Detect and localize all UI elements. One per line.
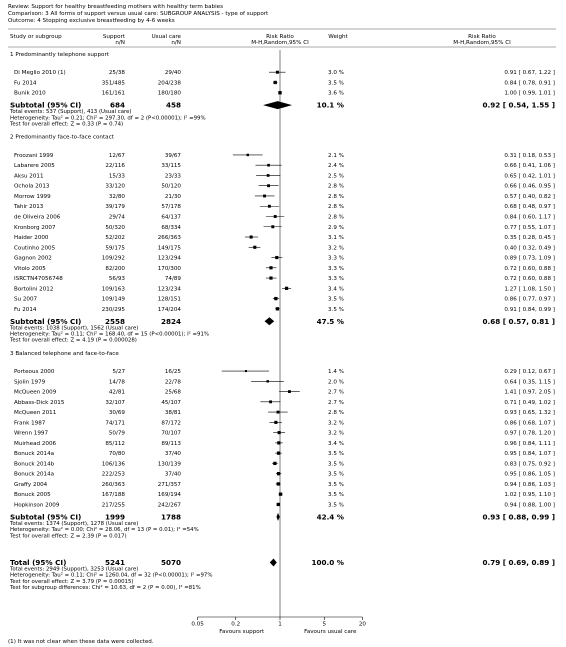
total-usual: 5070	[160, 557, 181, 567]
study-ci-text: 0.89 [ 0.73, 1.09 ]	[504, 255, 555, 262]
subgroup-title: 1 Predominantly telephone support	[10, 52, 109, 58]
subtotal-diamond	[276, 513, 279, 521]
study-support: 109/149	[101, 296, 125, 303]
x-axis-tick-label: 20	[358, 621, 366, 628]
study-point	[274, 215, 277, 218]
study-usual: 123/294	[157, 255, 181, 262]
col-header-rr-plot: Risk Ratio	[266, 34, 294, 40]
study-point	[277, 411, 280, 414]
study-ci-text: 1.02 [ 0.95, 1.10 ]	[504, 492, 555, 499]
study-usual: 204/238	[157, 80, 181, 87]
study-name: Sjolin 1979	[14, 379, 46, 386]
study-ci-text: 0.40 [ 0.32, 0.49 ]	[504, 245, 555, 252]
study-usual: 16/25	[164, 369, 181, 376]
total-weight: 100.0 %	[311, 557, 344, 567]
study-support: 109/163	[101, 286, 125, 293]
col-header-study: Study or subgroup	[10, 34, 62, 40]
x-axis-tick-label: 0.2	[231, 621, 241, 628]
subtotal-diamond	[265, 317, 275, 325]
study-ci-text: 0.91 [ 0.84, 0.99 ]	[504, 306, 555, 313]
subtotal-weight: 47.5 %	[316, 316, 344, 326]
subtotal-usual: 458	[165, 100, 181, 110]
study-support: 217/255	[101, 502, 125, 509]
study-usual: 64/137	[161, 214, 181, 221]
study-point	[269, 266, 272, 269]
study-name: Bunik 2010	[14, 90, 46, 97]
subtotal-weight: 10.1 %	[316, 100, 344, 110]
study-usual: 25/68	[164, 389, 181, 396]
study-support: 56/93	[108, 276, 125, 283]
study-name: McQueen 2011	[14, 410, 57, 417]
subtotal-ci-text: 0.68 [ 0.57, 0.81 ]	[482, 316, 555, 326]
study-point	[273, 462, 276, 465]
study-support: 52/202	[105, 235, 125, 242]
study-usual: 266/363	[157, 235, 181, 242]
study-name: Hopkinson 2009	[14, 502, 60, 509]
study-usual: 37/40	[164, 451, 181, 458]
study-usual: 22/78	[164, 379, 181, 386]
study-usual: 70/107	[161, 430, 181, 437]
study-name: Fu 2014	[14, 80, 37, 87]
favours-usual-label: Favours usual care	[304, 629, 357, 635]
study-support: 230/295	[101, 306, 125, 313]
study-usual: 39/67	[164, 152, 181, 159]
study-ci-text: 1.27 [ 1.08, 1.50 ]	[504, 286, 555, 293]
study-weight: 3.2 %	[328, 420, 344, 427]
study-ci-text: 0.96 [ 0.84, 1.11 ]	[504, 440, 555, 447]
study-support: 260/363	[101, 481, 125, 488]
study-point	[274, 81, 277, 84]
study-support: 32/107	[105, 399, 125, 406]
study-name: Aksu 2011	[14, 173, 44, 180]
study-weight: 3.4 %	[328, 286, 344, 293]
study-name: Ochola 2013	[14, 183, 50, 190]
study-weight: 2.1 %	[328, 152, 344, 159]
study-ci-text: 0.35 [ 0.28, 0.45 ]	[504, 235, 555, 242]
study-name: Porteous 2000	[14, 369, 55, 376]
x-axis-tick-label: 0.05	[191, 621, 204, 628]
subgroup-stat: Total events: 537 (Support), 413 (Usual care)	[10, 109, 132, 116]
study-support: 50/79	[108, 430, 125, 437]
subtotal-usual: 1788	[160, 512, 181, 522]
study-support: 14/78	[108, 379, 125, 386]
study-support: 74/171	[105, 420, 125, 427]
total-ci-text: 0.79 [ 0.69, 0.89 ]	[482, 557, 555, 567]
study-usual: 130/139	[157, 461, 181, 468]
subtotal-ci-text: 0.93 [ 0.88, 0.99 ]	[482, 512, 555, 522]
study-name: Froozani 1999	[14, 152, 54, 159]
study-name: Abbass-Dick 2015	[14, 399, 65, 406]
study-name: Bortolini 2012	[14, 286, 54, 293]
study-usual: 45/107	[161, 399, 181, 406]
study-point	[277, 451, 280, 454]
col-header-weight: Weight	[328, 34, 348, 40]
study-weight: 3.5 %	[328, 492, 344, 499]
study-usual: 37/40	[164, 471, 181, 478]
study-name: Graffy 2004	[14, 481, 48, 488]
study-name: Bonuck 2014a	[14, 471, 55, 478]
study-usual: 149/175	[157, 245, 181, 252]
study-point	[250, 235, 253, 238]
x-axis-tick-label: 1	[278, 621, 282, 628]
study-ci-text: 0.29 [ 0.12, 0.67 ]	[504, 369, 555, 376]
study-name: de Oliveira 2006	[14, 214, 61, 221]
study-weight: 3.5 %	[328, 481, 344, 488]
total-stat: Test for overall effect: Z = 3.79 (P = 0.00015)	[10, 578, 134, 585]
study-usual: 33/115	[161, 163, 181, 170]
study-name: Labarere 2005	[14, 163, 55, 170]
study-weight: 3.5 %	[328, 451, 344, 458]
study-usual: 242/267	[157, 502, 181, 509]
study-name: Wrenn 1997	[14, 430, 49, 437]
study-name: Di Meglio 2010 (1)	[14, 70, 66, 77]
study-ci-text: 0.57 [ 0.40, 0.82 ]	[504, 193, 555, 200]
study-name: Muirhead 2006	[14, 440, 57, 447]
study-ci-text: 0.86 [ 0.68, 1.07 ]	[504, 420, 555, 427]
study-name: Morrow 1999	[14, 193, 51, 200]
study-point	[269, 276, 272, 279]
study-support: 50/320	[105, 224, 125, 231]
study-weight: 2.7 %	[328, 399, 344, 406]
study-usual: 174/204	[157, 306, 181, 313]
subgroup-title: 3 Balanced telephone and face-to-face	[10, 350, 119, 357]
study-support: 33/120	[105, 183, 125, 190]
total-stat: Test for subgroup differences: Chi² = 10.63, df = 2 (P = 0.00), I² =81%	[10, 585, 201, 592]
study-usual: 87/172	[161, 420, 181, 427]
study-ci-text: 0.71 [ 0.49, 1.02 ]	[504, 399, 555, 406]
col-header-rr-plot-sub: M-H,Random,95% CI	[251, 40, 309, 46]
subgroup-stat: Test for overall effect: Z = 2.39 (P = 0.017)	[10, 533, 127, 540]
study-ci-text: 1.41 [ 0.97, 2.05 ]	[504, 389, 555, 396]
study-ci-text: 0.84 [ 0.78, 0.91 ]	[504, 80, 555, 87]
study-weight: 2.7 %	[328, 389, 344, 396]
study-ci-text: 0.95 [ 0.84, 1.07 ]	[504, 451, 555, 458]
study-ci-text: 0.93 [ 0.65, 1.32 ]	[504, 410, 555, 417]
study-weight: 3.5 %	[328, 296, 344, 303]
study-weight: 3.5 %	[328, 461, 344, 468]
study-usual: 38/81	[164, 410, 181, 417]
study-weight: 3.1 %	[328, 235, 344, 242]
total-stat: Total events: 2949 (Support), 3253 (Usual care)	[10, 566, 139, 573]
study-weight: 2.8 %	[328, 204, 344, 211]
study-weight: 2.9 %	[328, 224, 344, 231]
study-usual: 123/234	[157, 286, 181, 293]
study-support: 42/81	[108, 389, 125, 396]
subgroup-stat: Heterogeneity: Tau² = 0.00; Chi² = 28.06, df = 13 (P = 0.01); I² =54%	[10, 527, 199, 534]
study-weight: 3.4 %	[328, 440, 344, 447]
subgroup-stat: Heterogeneity: Tau² = 0.11; Chi² = 168.40, df = 15 (P<0.00001); I² =91%	[10, 331, 210, 338]
study-weight: 2.5 %	[328, 173, 344, 180]
study-name: Frank 1987	[14, 420, 46, 427]
favours-support-label: Favours support	[219, 629, 265, 635]
subgroup-stat: Heterogeneity: Tau² = 0.21; Chi² = 297.30, df = 2 (P<0.00001); I² =99%	[10, 115, 206, 122]
study-point	[263, 195, 266, 198]
study-ci-text: 0.31 [ 0.18, 0.53 ]	[504, 152, 555, 159]
study-point	[277, 482, 280, 485]
study-ci-text: 0.97 [ 0.78, 1.20 ]	[504, 430, 555, 437]
study-usual: 57/178	[161, 204, 181, 211]
study-weight: 3.5 %	[328, 471, 344, 478]
study-support: 351/485	[101, 80, 125, 87]
study-support: 39/179	[105, 204, 125, 211]
study-usual: 170/300	[157, 265, 181, 272]
study-ci-text: 0.65 [ 0.42, 1.01 ]	[504, 173, 555, 180]
study-usual: 21/30	[164, 193, 181, 200]
subtotal-usual: 2824	[160, 316, 181, 326]
subtotal-label: Subtotal (95% CI)	[10, 100, 82, 110]
study-support: 32/80	[108, 193, 125, 200]
study-weight: 2.8 %	[328, 183, 344, 190]
study-usual: 29/40	[164, 70, 181, 77]
study-ci-text: 0.66 [ 0.46, 0.95 ]	[504, 183, 555, 190]
x-axis-tick-label: 5	[322, 621, 327, 628]
study-weight: 3.3 %	[328, 265, 344, 272]
study-ci-text: 0.64 [ 0.35, 1.15 ]	[504, 379, 555, 386]
study-weight: 2.8 %	[328, 410, 344, 417]
outcome-title: Outcome: 4 Stopping exclusive breastfeeding by 4-6 weeks	[8, 18, 175, 24]
study-point	[279, 493, 282, 496]
study-weight: 3.6 %	[328, 90, 344, 97]
subtotal-weight: 42.4 %	[316, 512, 344, 522]
study-usual: 68/334	[161, 224, 181, 231]
col-header-rr-text: Risk Ratio	[468, 34, 496, 40]
study-usual: 271/357	[157, 481, 181, 488]
study-weight: 3.0 %	[328, 70, 344, 77]
study-ci-text: 0.91 [ 0.67, 1.22 ]	[504, 70, 555, 77]
study-ci-text: 0.72 [ 0.60, 0.88 ]	[504, 265, 555, 272]
col-header-support: Support	[102, 34, 125, 40]
study-usual: 180/180	[157, 90, 181, 97]
study-point	[253, 246, 256, 249]
subtotal-support: 2558	[104, 316, 125, 326]
study-point	[271, 225, 274, 228]
study-support: 59/175	[105, 245, 125, 252]
review-title: Review: Support for healthy breastfeeding mothers with healthy term babies	[8, 4, 223, 10]
study-point	[288, 390, 291, 393]
subtotal-support: 1999	[104, 512, 125, 522]
study-name: Haider 2000	[14, 235, 49, 242]
study-usual: 50/120	[161, 183, 181, 190]
subgroup-stat: Total events: 1038 (Support), 1562 (Usual care)	[10, 325, 139, 332]
study-support: 22/116	[105, 163, 125, 170]
study-name: Bonuck 2014b	[14, 461, 55, 468]
study-support: 12/67	[108, 152, 125, 159]
study-name: Vitolo 2005	[14, 265, 46, 272]
study-weight: 3.5 %	[328, 306, 344, 313]
study-ci-text: 0.94 [ 0.86, 1.03 ]	[504, 481, 555, 488]
study-usual: 89/113	[161, 440, 181, 447]
subtotal-ci-text: 0.92 [ 0.54, 1.55 ]	[482, 100, 555, 110]
study-support: 29/74	[108, 214, 125, 221]
study-point	[275, 256, 278, 259]
study-support: 15/33	[108, 173, 125, 180]
study-point	[276, 307, 279, 310]
study-support: 70/80	[108, 451, 125, 458]
col-header-support-sub: n/N	[115, 40, 125, 46]
study-support: 25/38	[108, 70, 125, 77]
study-support: 85/112	[105, 440, 125, 447]
total-label: Total (95% CI)	[10, 557, 67, 567]
study-point	[278, 431, 281, 434]
study-support: 222/253	[101, 471, 125, 478]
study-name: Kronborg 2007	[14, 224, 56, 231]
study-weight: 3.3 %	[328, 276, 344, 283]
study-name: Gagnon 2002	[14, 255, 52, 262]
col-header-usual-sub: n/N	[171, 40, 181, 46]
study-weight: 3.3 %	[328, 255, 344, 262]
study-weight: 3.5 %	[328, 502, 344, 509]
study-weight: 2.8 %	[328, 193, 344, 200]
study-weight: 3.5 %	[328, 80, 344, 87]
study-weight: 3.2 %	[328, 245, 344, 252]
study-point	[268, 205, 271, 208]
study-ci-text: 0.66 [ 0.41, 1.06 ]	[504, 163, 555, 170]
study-ci-text: 0.77 [ 0.55, 1.07 ]	[504, 224, 555, 231]
study-weight: 3.2 %	[328, 430, 344, 437]
study-support: 161/161	[101, 90, 125, 97]
total-stat: Heterogeneity: Tau² = 0.11; Chi² = 1260.04, df = 32 (P<0.00001); I² =97%	[10, 572, 213, 579]
study-ci-text: 0.94 [ 0.88, 1.00 ]	[504, 502, 555, 509]
study-usual: 169/194	[157, 492, 181, 499]
study-weight: 2.8 %	[328, 214, 344, 221]
study-ci-text: 1.00 [ 0.99, 1.01 ]	[504, 90, 555, 97]
study-usual: 23/33	[164, 173, 181, 180]
study-support: 167/188	[101, 492, 125, 499]
study-weight: 2.4 %	[328, 163, 344, 170]
study-support: 30/69	[108, 410, 125, 417]
study-point	[267, 174, 270, 177]
study-ci-text: 0.95 [ 0.86, 1.05 ]	[504, 471, 555, 478]
study-point	[267, 184, 270, 187]
subtotal-support: 684	[109, 100, 125, 110]
study-point	[274, 297, 277, 300]
total-diamond	[270, 558, 277, 566]
subtotal-label: Subtotal (95% CI)	[10, 512, 82, 522]
study-ci-text: 0.68 [ 0.48, 0.97 ]	[504, 204, 555, 211]
study-name: Fu 2014	[14, 306, 37, 313]
study-ci-text: 0.83 [ 0.75, 0.92 ]	[504, 461, 555, 468]
study-point	[245, 370, 247, 372]
study-name: ISRCTN47056748	[14, 276, 63, 283]
subgroup-stat: Test for overall effect: Z = 0.33 (P = 0.74)	[10, 121, 124, 128]
study-point	[247, 154, 249, 156]
study-name: Tahir 2013	[14, 204, 44, 211]
subtotal-diamond	[263, 101, 292, 109]
study-usual: 74/89	[164, 276, 181, 283]
study-support: 109/292	[101, 255, 125, 262]
col-header-rr-text-sub: M-H,Random,95% CI	[453, 40, 511, 46]
subgroup-stat: Test for overall effect: Z = 4.19 (P = 0.000028)	[10, 337, 137, 344]
comparison-title: Comparison: 3 All forms of support versus usual care: SUBGROUP ANALYSIS - type of support	[8, 11, 269, 17]
study-point	[276, 71, 279, 74]
study-point	[285, 287, 288, 290]
study-ci-text: 0.86 [ 0.77, 0.97 ]	[504, 296, 555, 303]
subgroup-title: 2 Predominantly face-to-face contact	[10, 134, 114, 141]
study-name: Bonuck 2005	[14, 492, 51, 499]
study-ci-text: 0.84 [ 0.60, 1.17 ]	[504, 214, 555, 221]
study-name: McQueen 2009	[14, 389, 57, 396]
study-point	[267, 380, 269, 382]
study-usual: 128/151	[157, 296, 181, 303]
subgroup-stat: Total events: 1374 (Support), 1278 (Usual care)	[10, 520, 139, 527]
col-header-usual: Usual care	[151, 34, 181, 40]
study-point	[277, 472, 280, 475]
study-weight: 2.0 %	[328, 379, 344, 386]
study-support: 5/27	[112, 369, 125, 376]
footnote: (1) It was not clear when these data were collected.	[8, 639, 154, 645]
total-support: 5241	[104, 557, 125, 567]
study-point	[269, 400, 272, 403]
study-point	[277, 503, 280, 506]
study-point	[274, 421, 277, 424]
study-support: 106/136	[101, 461, 125, 468]
study-name: Coutinho 2005	[14, 245, 56, 252]
study-weight: 1.4 %	[328, 369, 344, 376]
study-name: Su 2007	[14, 296, 38, 303]
study-point	[267, 164, 270, 167]
subtotal-label: Subtotal (95% CI)	[10, 316, 82, 326]
study-support: 82/200	[105, 265, 125, 272]
study-name: Bonuck 2014a	[14, 451, 55, 458]
study-ci-text: 0.72 [ 0.60, 0.88 ]	[504, 276, 555, 283]
